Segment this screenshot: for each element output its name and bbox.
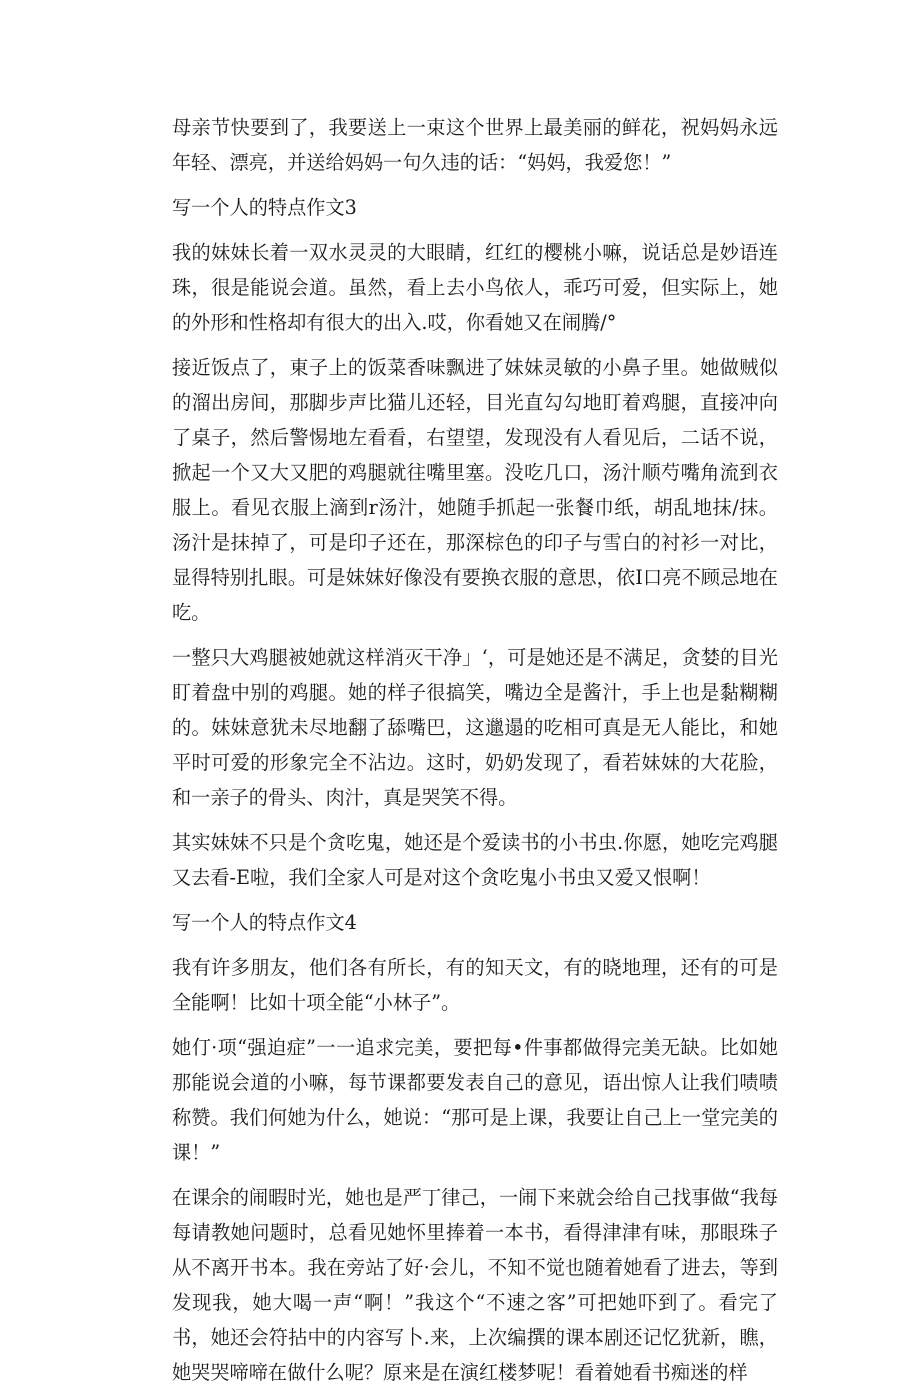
- paragraph-friends: 我有许多朋友，他们各有所长，有的知天文，有的晓地理，还有的可是全能啊！比如十项全能“小林子”。: [172, 956, 778, 1014]
- section-heading-4: 写一个人的特点作文4: [172, 911, 357, 934]
- document-body: [162, 110, 778, 1400]
- paragraph-spare-time: 在课余的闹暇时光，她也是严丁律己，一闹下来就会给自己找事做“我每每请教她问题时，总看见她怀里捧着一本书，看得津津有味，那眼珠子从不离开书本。我在旁站了好·会儿，不知不觉也随着她看了进去，等到发现我，她大喝一声“啊！”我这个“不速之客”可把她吓到了。看完了书，她还会符拈中的内容写卜.来，上次编撰的课本剧还记忆犹新，瞧，她哭哭啼啼在做什么呢？原来是在演红楼梦呢！看着她看书痴迷的样: [172, 1186, 778, 1384]
- paragraph-perfectionism: 她仃·项“强迫症”一一追求完美，要把每•件事都做得完美无缺。比如她那能说会道的小嘛，每节课都要发表自己的意见，语出惊人让我们啧啧称赞。我们何她为什么，她说：“那可是上课，我要让自己上一堂完美的课！”: [172, 1036, 778, 1164]
- paragraph-dinner-time: 接近饭点了，東子上的饭菜香味飘进了妹妹灵敏的小鼻子里。她做贼似的溜出房间，那脚步声比猫儿还轻，目光直勾勾地盯着鸡腿，直接冲向了桌子，然后警惕地左看看，右望望，发现没有人看见后，二话不说，掀起一个又大又肥的鸡腿就往嘴里塞。没吃几口，汤汁顺芍嘴角流到衣服上。看见衣服上滴到r汤汁，她随手抓起一张餐巾纸，胡乱地抹/抹。汤汁是抹掉了，可是印子还在，那深棕色的印子与雪白的衬衫一对比，显得特别扎眼。可是妹妹好像没有要换衣服的意思，依I口亮不顾忌地在吃。: [172, 356, 778, 624]
- paragraph-mothers-day: 母亲节快要到了，我要送上一束这个世界上最美丽的鲜花，祝妈妈永远年轻、漂亮，并送给妈妈一句久违的话：“妈妈，我爱您！”: [172, 116, 778, 174]
- paragraph-bookworm: 其实妹妹不只是个贪吃鬼，她还是个爱读书的小书虫.你愿，她吃完鸡腿又去看-E啦，我们全家人可是对这个贪吃鬼小书虫又爱又恨啊！: [172, 831, 778, 889]
- paragraph-sister-eyes: 我的妹妹长着一双水灵灵的大眼睛，红红的樱桃小嘛，说话总是妙语连珠，很是能说会道。虽然，看上去小鸟依人，乖巧可爱，但实际上，她的外形和性格却有很大的出入.哎，你看她又在闹腾/°: [172, 241, 778, 334]
- paragraph-chicken-leg: 一整只大鸡腿被她就这样消灭干净」‘，可是她还是不满足，贪婪的目光盯着盘中别的鸡腿。她的样子很搞笑，嘴边全是酱汁，手上也是黏糊糊的。妹妹意犹未尽地翻了舔嘴巴，这邋遢的吃相可真是无人能比，和她平时可爱的形象完全不沾边。这时，奶奶发现了，看若妹妹的大花脸，和一亲子的骨头、肉汁，真是哭笑不得。: [172, 646, 778, 809]
- section-heading-3: 写一个人的特点作文3: [172, 196, 357, 219]
